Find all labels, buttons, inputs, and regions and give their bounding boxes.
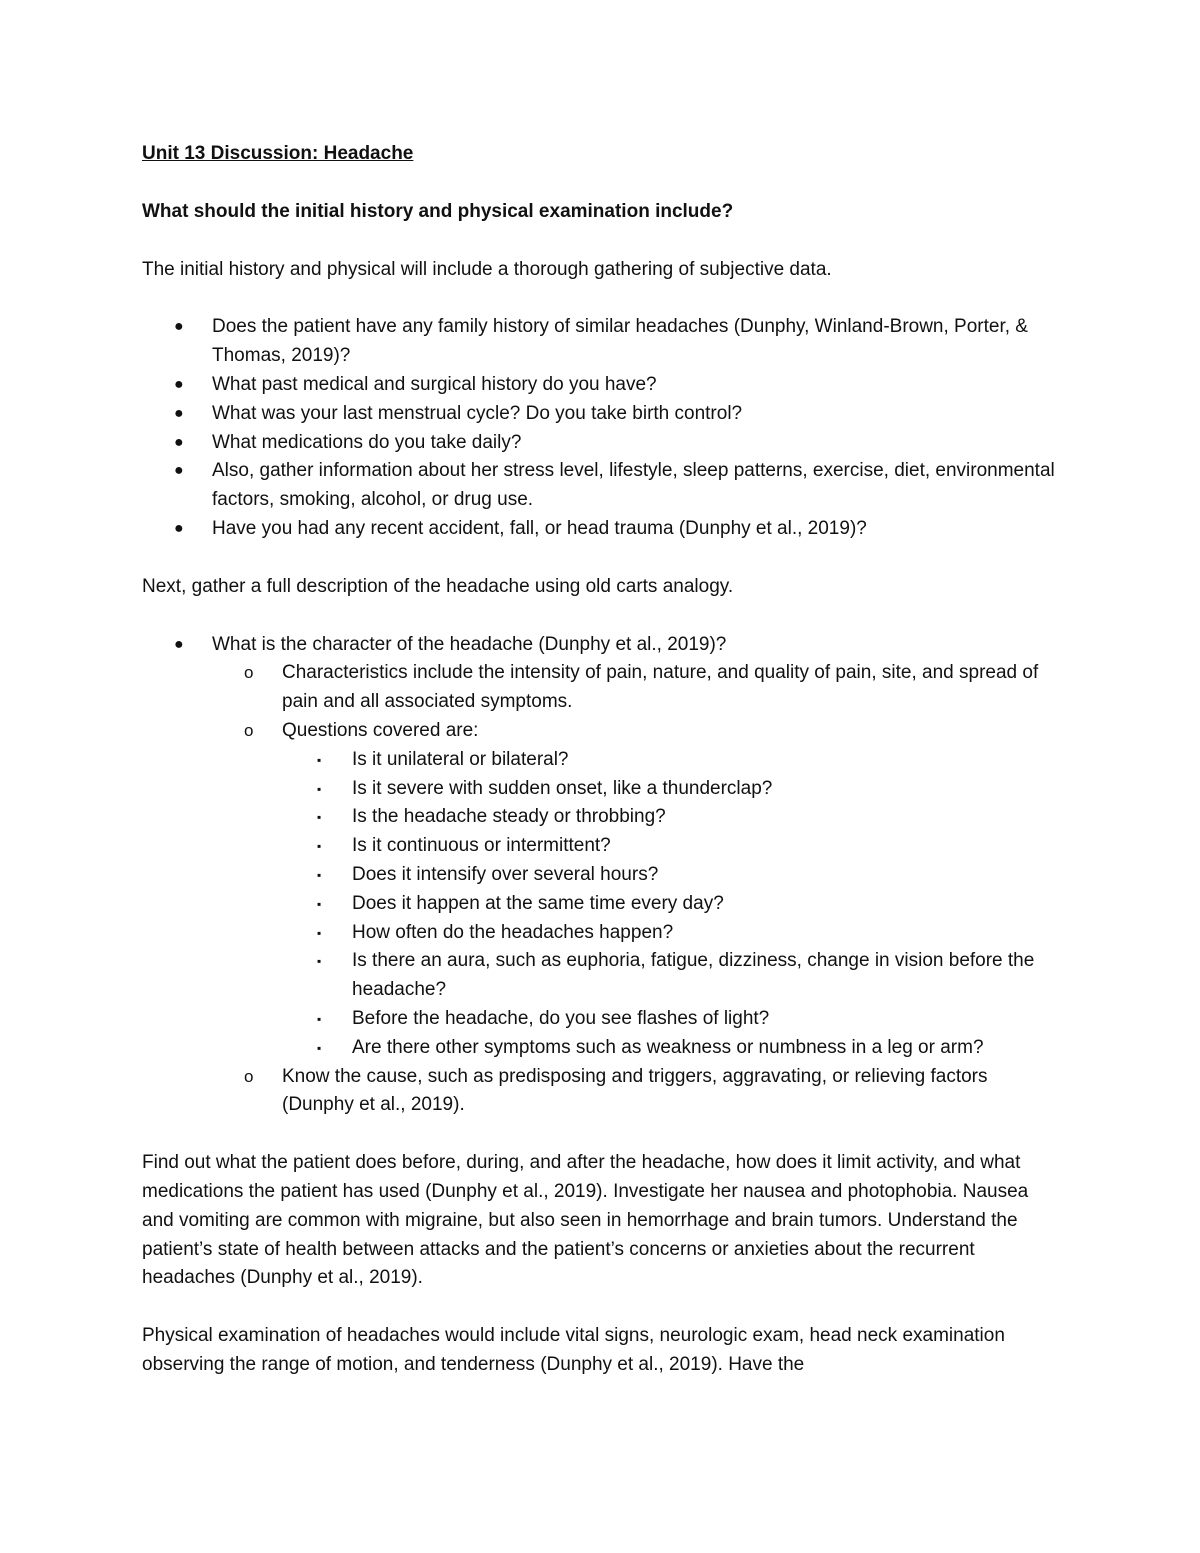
- list-item: ▪ Is it continuous or intermittent?: [282, 832, 1062, 861]
- character-bullet-list: [142, 631, 1062, 1121]
- character-bullet: What is the character of the headache (Dunphy et al., 2019)?: [212, 633, 727, 655]
- list-item: ▪ Does it intensify over several hours?: [282, 861, 1062, 890]
- list-item: ▪ Is there an aura, such as euphoria, fatigue, dizziness, change in vision before the headache?: [282, 947, 1062, 1005]
- list-item: ▪ Before the headache, do you see flashes of light?: [282, 1005, 1062, 1034]
- history-bullet-list: [142, 313, 1062, 543]
- bullet-square-icon: ▪: [317, 954, 322, 969]
- intro-paragraph: The initial history and physical will include a thorough gathering of subjective data.: [142, 258, 832, 280]
- next-paragraph: Next, gather a full description of the headache using old carts analogy.: [142, 575, 734, 597]
- list-item: o Questions covered are: ▪ Is it unilateral or bilateral? ▪ Is it severe with sudden onset, like a thunderclap? ▪ Is the headache steady or throbbing? ▪ Is it continuous or intermittent? ▪ Does it intensify over several hours? ▪ Does it happen at the same time every day? ▪ How often do the headaches happen? ▪ Is there an aura, such as euphoria, fatigue, dizziness, change in vision before the headache? ▪ Before the headache, do you see flashes of light? ▪ Are there other symptoms such as weakness or numbness in a leg or arm?: [212, 717, 1062, 1063]
- bullet-disc-icon: ●: [174, 404, 184, 422]
- list-item: ▪ Is it unilateral or bilateral?: [282, 746, 1062, 775]
- bullet-disc-icon: ●: [174, 375, 184, 393]
- bullet-square-icon: ▪: [317, 867, 322, 882]
- list-item: [142, 631, 1062, 1121]
- bullet-disc-icon: ●: [174, 635, 184, 653]
- bullet-square-icon: ▪: [317, 781, 322, 796]
- bullet-square-icon: ▪: [317, 1040, 322, 1055]
- bullet-disc-icon: ●: [174, 519, 184, 537]
- list-item: ▪ How often do the headaches happen?: [282, 919, 1062, 948]
- questions-list: [282, 746, 1062, 1063]
- list-item: ▪ Is it severe with sudden onset, like a thunderclap?: [282, 775, 1062, 804]
- bullet-disc-icon: ●: [174, 433, 184, 451]
- list-item: ▪ Are there other symptoms such as weakness or numbness in a leg or arm?: [282, 1034, 1062, 1063]
- bullet-circle-icon: o: [244, 720, 254, 740]
- bullet-square-icon: ▪: [317, 810, 322, 825]
- list-item: ▪ Does it happen at the same time every day?: [282, 890, 1062, 919]
- bullet-square-icon: ▪: [317, 752, 322, 767]
- document-title: Unit 13 Discussion: Headache: [142, 143, 414, 164]
- physical-paragraph: Physical examination of headaches would include vital signs, neurologic exam, head neck examination observing the range of motion, and tenderness (Dunphy et al., 2019). Have the: [142, 1325, 1005, 1375]
- document-page: [142, 140, 1062, 1409]
- list-item: ▪ Is the headache steady or throbbing?: [282, 803, 1062, 832]
- character-sub-list: [212, 659, 1062, 1120]
- bullet-square-icon: ▪: [317, 839, 322, 854]
- bullet-circle-icon: o: [244, 663, 254, 683]
- bullet-disc-icon: ●: [174, 462, 184, 480]
- list-item: ● Have you had any recent accident, fall, or head trauma (Dunphy et al., 2019)?: [142, 515, 1062, 544]
- bullet-square-icon: ▪: [317, 896, 322, 911]
- list-item: ● What was your last menstrual cycle? Do you take birth control?: [142, 400, 1062, 429]
- list-item: o Characteristics include the intensity of pain, nature, and quality of pain, site, and spread of pain and all associated symptoms.: [212, 659, 1062, 717]
- bullet-circle-icon: o: [244, 1066, 254, 1086]
- list-item: ● Also, gather information about her stress level, lifestyle, sleep patterns, exercise, diet, environmental factors, smoking, alcohol, or drug use.: [142, 457, 1062, 515]
- findout-paragraph: Find out what the patient does before, during, and after the headache, how does it limit activity, and what medications the patient has used (Dunphy et al., 2019). Investigate her nausea and photophobia. Nausea and vomiting are common with migraine, but also seen in hemorrhage and brain tumors. Understand the patient’s state of health between attacks and the patient’s concerns or anxieties about the recurrent headaches (Dunphy et al., 2019).: [142, 1152, 1029, 1289]
- section-question: What should the initial history and physical examination include?: [142, 200, 734, 222]
- bullet-square-icon: ▪: [317, 925, 322, 940]
- bullet-disc-icon: ●: [174, 318, 184, 336]
- list-item: ● Does the patient have any family history of similar headaches (Dunphy, Winland-Brown, Porter, & Thomas, 2019)?: [142, 313, 1062, 371]
- list-item: ● What medications do you take daily?: [142, 429, 1062, 458]
- list-item: o Know the cause, such as predisposing and triggers, aggravating, or relieving factors (Dunphy et al., 2019).: [212, 1063, 1062, 1121]
- bullet-square-icon: ▪: [317, 1011, 322, 1026]
- list-item: ● What past medical and surgical history do you have?: [142, 371, 1062, 400]
